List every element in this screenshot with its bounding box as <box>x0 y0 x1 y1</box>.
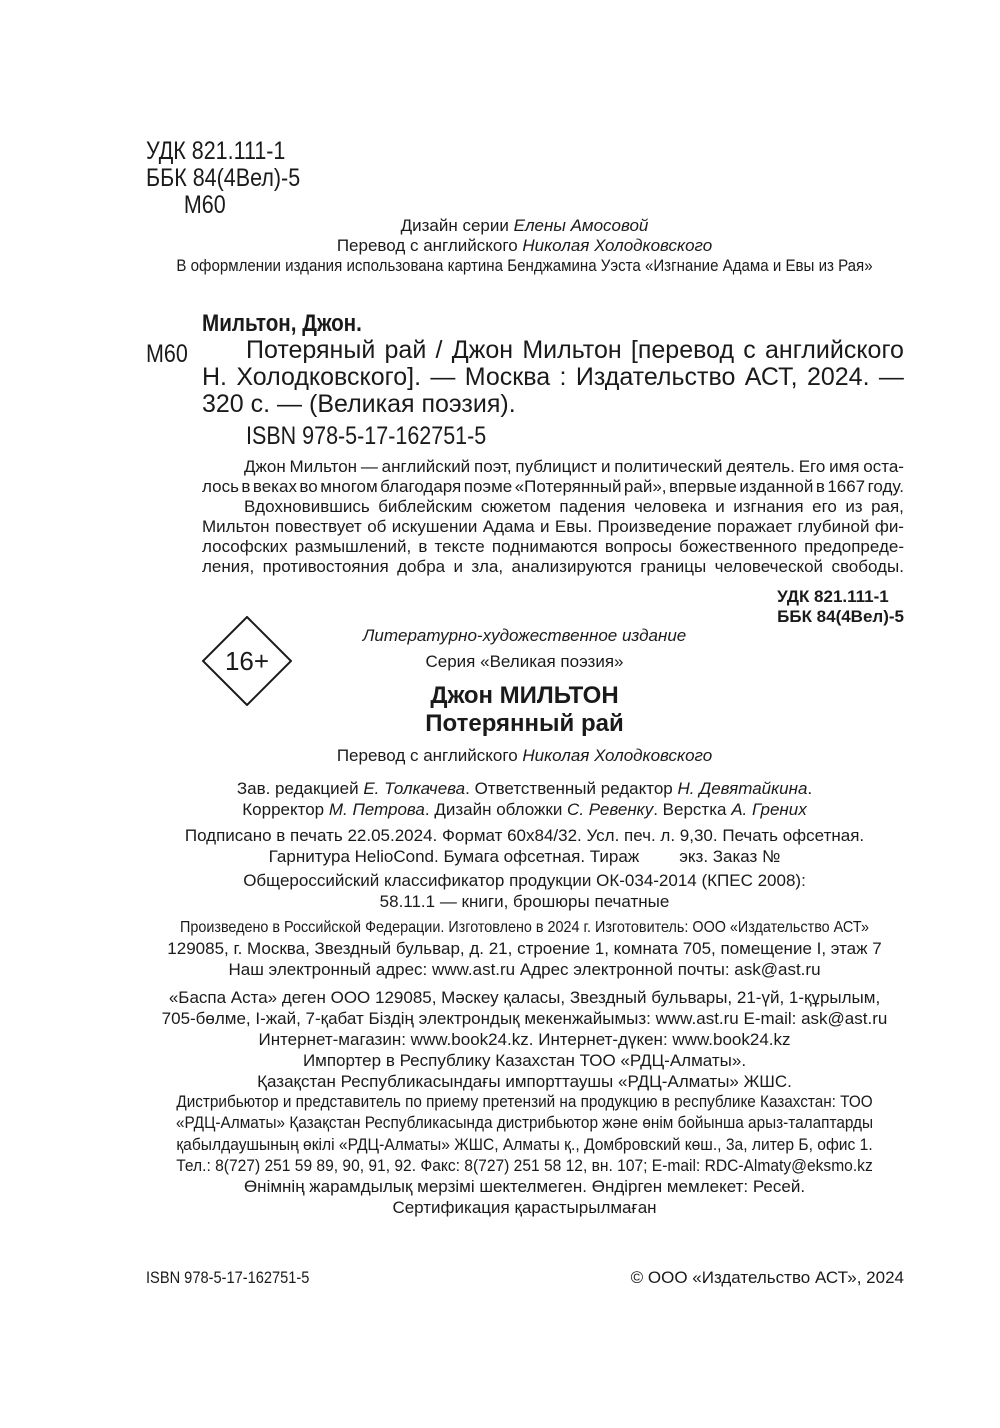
biblio-word: рай <box>384 336 427 364</box>
biblio-word: Москва <box>464 363 551 391</box>
biblio-word: с <box>743 336 756 364</box>
staff-line-2: Корректор М. Петрова. Дизайн обложки С. Ревенку. Верстка А. Грених <box>242 800 807 819</box>
biblio-word: АСТ, <box>744 363 798 391</box>
kazakhstan-line: Өнімнің жарамдылық мерзімі шектелмеген. Өндірген мемлекет: Ресей. <box>243 1177 806 1196</box>
annotation-line: лософских размышлений, в тексте поднимаются вопросы божественного предопреде- <box>202 537 904 556</box>
author-sign-biblio: М60 <box>146 340 188 368</box>
author-heading: Мильтон, Джон. <box>202 310 362 337</box>
cover-art-credit: В оформлении издания использована картина Бенджамина Уэста «Изгнание Адама и Евы из Рая» <box>176 257 873 275</box>
biblio-word: 2024. <box>806 363 870 391</box>
genre-label: Литературно-художественное издание <box>362 626 687 645</box>
bbk-code: ББК 84(4Вел)-5 <box>146 164 301 192</box>
biblio-word: Джон <box>451 336 514 364</box>
biblio-line-2 <box>202 364 904 391</box>
biblio-word: / <box>435 336 443 364</box>
series-design-credit: Дизайн серии Елены Амосовой <box>400 216 649 235</box>
udk-code: УДК 821.111-1 <box>146 137 286 165</box>
manufacturer-line: 129085, г. Москва, Звездный бульвар, д. 21, строение 1, комната 705, помещение I, этаж 7 <box>167 939 882 958</box>
biblio-word: Потеряный <box>246 336 376 364</box>
book-title: Потерянный рай <box>425 710 624 737</box>
kazakhstan-line: Қазақстан Республикасындағы импорттаушы «РДЦ-Алматы» ЖШС. <box>257 1072 792 1091</box>
kazakhstan-line: «РДЦ-Алматы» Қазақстан Республикасында дистрибьютор және өнім бойынша арыз-талаптарды <box>175 1114 874 1132</box>
biblio-word: : <box>559 363 567 391</box>
translation-credit-imprint: Перевод с английского Николая Холодковского <box>336 746 713 765</box>
classification-right <box>777 587 904 627</box>
footer-copyright: © ООО «Издательство АСТ», 2024 <box>630 1268 904 1287</box>
credits <box>146 216 903 276</box>
biblio-word: Холодковского]. <box>236 363 422 391</box>
product-classifier: Общероссийский классификатор продукции ОК-034-2014 (КПЕС 2008): 58.11.1 — книги, брошюры печатные <box>243 871 806 911</box>
book-title-block <box>146 682 903 738</box>
biblio-word: Н. <box>202 363 227 391</box>
print-details <box>146 825 903 867</box>
annotation-line: ления, противостояния добра и зла, анализируются границы человеческой свободы. <box>202 557 904 576</box>
isbn-biblio: ISBN 978-5-17-162751-5 <box>246 422 487 450</box>
kazakhstan-line: Тел.: 8(727) 251 59 89, 90, 91, 92. Факс: 8(727) 251 58 12, вн. 107; E-mail: RDC-Almaty@eksmo.kz <box>176 1156 873 1175</box>
biblio-word: — <box>878 363 904 391</box>
kazakhstan-line: қабылдаушының өкілі «РДЦ-Алматы» ЖШС, Алматы қ., Домбровский көш., 3а, литер Б, офис 1. <box>176 1135 873 1154</box>
biblio-word: — <box>430 363 456 391</box>
kazakhstan-line: 705-бөлме, I-жай, 7-қабат Біздің электрондық мекенжайымыз: www.ast.ru E-mail: ask@ast.ru <box>161 1009 888 1028</box>
print-line-2: Гарнитура HelioCond. Бумага офсетная. Тираж экз. Заказ № <box>268 847 781 866</box>
annotation-line: лось в веках во многом благодаря поэме «Потерянный рай», впервые изданной в 1667 году. <box>202 477 904 496</box>
editorial-staff <box>146 778 903 820</box>
biblio-line-3: 320 с. — (Великая поэзия). <box>202 390 516 418</box>
kazakhstan-line: Сертификация қарастырылмаған <box>392 1198 657 1217</box>
annotation-line: Джон Мильтон — английский поэт, публицист и политический деятель. Его имя оста- <box>244 457 904 476</box>
bibliographic-description <box>202 337 904 418</box>
kazakhstan-info <box>146 987 903 1218</box>
kazakhstan-line: Интернет-магазин: www.book24.kz. Интернет-дүкен: www.book24.kz <box>258 1030 791 1049</box>
translation-credit: Перевод с английского Николая Холодковского <box>336 236 713 255</box>
author-sign: М60 <box>183 191 226 219</box>
classification-codes <box>146 138 300 219</box>
manufacturer-info <box>146 917 903 980</box>
udk-code-right: УДК 821.111-1 <box>777 587 889 606</box>
manufacturer-line: Наш электронный адрес: www.ast.ru Адрес электронной почты: ask@ast.ru <box>228 960 821 979</box>
annotation-line: Вдохновившись библейским сюжетом падения человека и изгнания его из рая, <box>244 497 904 516</box>
book-author: Джон МИЛЬТОН <box>430 682 619 709</box>
age-rating-label: 16+ <box>224 645 270 676</box>
series-label: Серия «Великая поэзия» <box>425 652 624 671</box>
annotation-line: Мильтон повествует об искушении Адама и Евы. Произведение поражает глубиной фи- <box>202 517 904 536</box>
annotation <box>202 457 904 577</box>
biblio-word: английского <box>765 336 904 364</box>
biblio-word: Мильтон <box>522 336 622 364</box>
biblio-word: Издательство <box>575 363 736 391</box>
bbk-code-right: ББК 84(4Вел)-5 <box>777 607 904 626</box>
footer-isbn: ISBN 978-5-17-162751-5 <box>146 1268 310 1287</box>
kazakhstan-line: Импортер в Республику Казахстан ТОО «РДЦ-Алматы». <box>302 1051 747 1070</box>
staff-line-1: Зав. редакцией Е. Толкачева. Ответственный редактор Н. Девятайкина. <box>236 779 813 798</box>
kazakhstan-line: Дистрибьютор и представитель по приему претензий на продукцию в республике Казахстан: ТОО <box>176 1093 873 1111</box>
kazakhstan-line: «Баспа Аста» деген ООО 129085, Мәскеу қаласы, Звездный бульвары, 21-үй, 1-құрылым, <box>168 988 881 1007</box>
biblio-word: [перевод <box>630 336 735 364</box>
biblio-line-1 <box>202 337 904 364</box>
manufacturer-line: Произведено в Российской Федерации. Изготовлено в 2024 г. Изготовитель: ООО «Издательство АСТ» <box>180 919 869 936</box>
print-line-1: Подписано в печать 22.05.2024. Формат 60х84/32. Усл. печ. л. 9,30. Печать офсетная. <box>184 826 865 845</box>
